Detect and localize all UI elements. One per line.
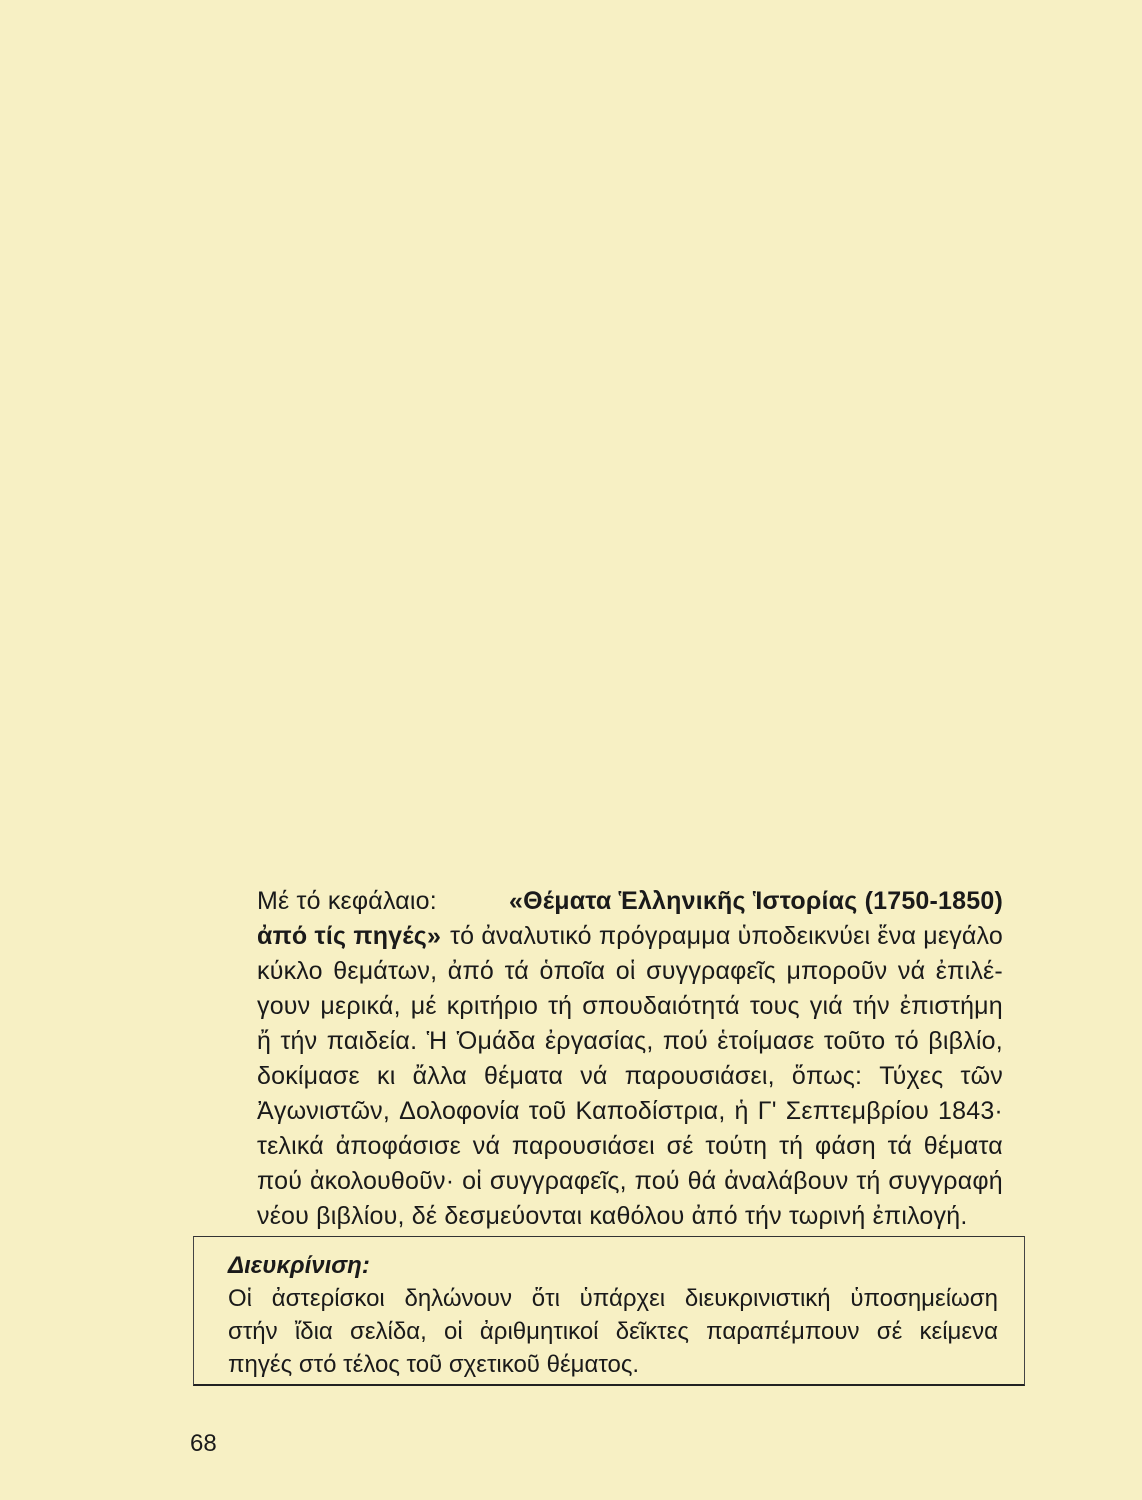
paragraph-line: κύκλο θεμάτων, ἀπό τά ὁποῖα οἱ συγγραφεῖς μποροῦν νά ἐπιλέ- <box>257 957 1003 985</box>
paragraph-line: νέου βιβλίου, δέ δεσμεύονται καθόλου ἀπό τήν τωρινή ἐπιλογή. <box>257 1202 968 1230</box>
paragraph-text: Μέ τό κεφάλαιο: <box>257 887 437 915</box>
clarification-line: Οἱ ἀστερίσκοι δηλώνουν ὅτι ὑπάρχει διευκρινιστική ὑποσημείωση <box>228 1285 998 1312</box>
paragraph-line: γουν μερικά, μέ κριτήριο τή σπουδαιότητά τους γιά τήν ἐπιστήμη <box>257 992 1003 1020</box>
page-number: 68 <box>190 1430 217 1457</box>
clarification-content <box>228 1249 998 1381</box>
paragraph-line: δοκίμασε κι ἄλλα θέματα νά παρουσιάσει, ὅπως: Τύχες τῶν <box>257 1062 1003 1090</box>
clarification-box <box>193 1236 1025 1386</box>
paragraph-line: ἤ τήν παιδεία. Ἡ Ὁμάδα ἐργασίας, πού ἑτοίμασε τοῦτο τό βιβλίο, <box>257 1027 1003 1055</box>
paragraph-line: Ἀγωνιστῶν, Δολοφονία τοῦ Καποδίστρια, ἡ Γ' Σεπτεμβρίου 1843· <box>257 1097 1003 1125</box>
paragraph-text: τό ἀναλυτικό πρόγραμμα ὑποδεικνύει ἕνα μεγάλο <box>450 922 1003 950</box>
clarification-line: στήν ἴδια σελίδα, οἱ ἀριθμητικοί δεῖκτες παραπέμπουν σέ κείμενα <box>228 1318 998 1345</box>
clarification-title: Διευκρίνιση: <box>228 1252 370 1279</box>
chapter-title-reference: ἀπό τίς πηγές» <box>257 922 442 950</box>
paragraph-line: πού ἀκολουθοῦν· οἱ συγγραφεῖς, πού θά ἀναλάβουν τή συγγραφή <box>257 1167 1003 1195</box>
body-paragraph <box>257 884 1003 1234</box>
chapter-title-reference: «Θέματα Ἑλληνικῆς Ἱστορίας (1750-1850) <box>508 887 1003 915</box>
paragraph-line <box>257 884 1003 919</box>
paragraph-line <box>257 919 1003 954</box>
paragraph-line: τελικά ἀποφάσισε νά παρουσιάσει σέ τούτη τή φάση τά θέματα <box>257 1132 1003 1160</box>
clarification-line: πηγές στό τέλος τοῦ σχετικοῦ θέματος. <box>228 1351 640 1378</box>
